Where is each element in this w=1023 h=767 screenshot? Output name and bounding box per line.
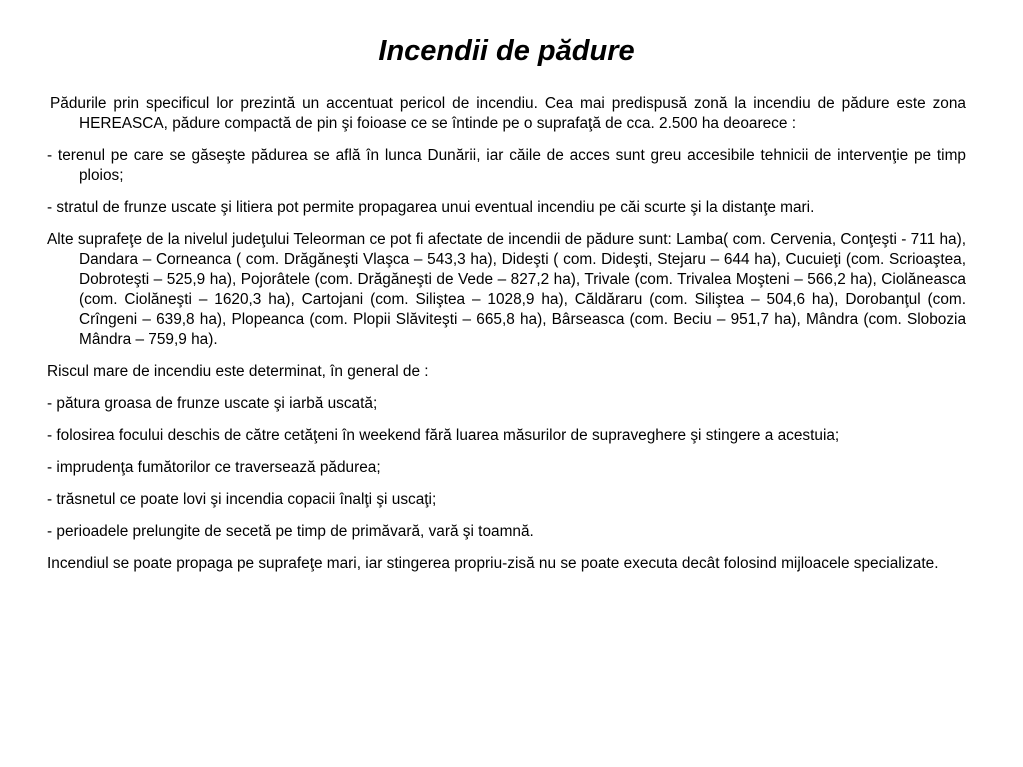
paragraph-reason-litter: - stratul de frunze uscate şi litiera pot permite propagarea unui eventual incendiu pe căi scurte şi la distanţe mari. — [47, 199, 815, 216]
paragraph-intro: Pădurile prin specificul lor prezintă un accentuat pericol de incendiu. Cea mai predispusă zonă la incendiu de pădure este zona HEREASCA, pădure compactă de pin şi foioase ce se întinde pe o suprafaţă de cca. 2.500 ha deoarece : — [50, 95, 966, 132]
paragraph-risk-fire-use: - folosirea focului deschis de către cetăţeni în weekend fără luarea măsurilor de supraveghere şi stingere a acestuia; — [47, 427, 840, 444]
paragraph-risk-drought: - perioadele prelungite de secetă pe timp de primăvară, vară şi toamnă. — [47, 523, 534, 540]
slide-body — [47, 94, 966, 574]
paragraph-conclusion: Incendiul se poate propaga pe suprafeţe mari, iar stingerea propriu-zisă nu se poate executa decât folosind mijloacele specializate. — [47, 555, 939, 572]
paragraph-other-areas: Alte suprafeţe de la nivelul judeţului Teleorman ce pot fi afectate de incendii de pădure sunt: Lamba( com. Cervenia, Conţeşti - 711 ha), Dandara – Corneanca ( com. Drăgăneşti Vlaşca – 543,3 ha), Dideşti ( com. Dideşti, Stejaru – 644 ha), Cucuieţi (com. Scrioaştea, Dobroteşti – 525,9 ha), Pojorâtele (com. Drăgăneşti de Vede – 827,2 ha), Trivale (com. Trivalea Moşteni – 566,2 ha), Ciolăneasca (com. Ciolăneşti – 1620,3 ha), Cartojani (com. Siliştea – 1028,9 ha), Căldăraru (com. Siliştea – 504,6 ha), Dorobanţul (com. Crîngeni – 639,8 ha), Plopeanca (com. Plopii Slăviteşti – 665,8 ha), Bârseasca (com. Beciu – 951,7 ha), Mândra (com. Slobozia Mândra – 759,9 ha). — [47, 231, 966, 348]
paragraph-risk-smokers: - imprudenţa fumătorilor ce traversează pădurea; — [47, 459, 381, 476]
page-title: Incendii de pădure — [378, 35, 635, 67]
paragraph-reason-terrain: - terenul pe care se găseşte pădurea se află în lunca Dunării, iar căile de acces sunt greu accesibile tehnicii de intervenţie pe timp ploios; — [47, 147, 966, 184]
paragraph-risk-intro: Riscul mare de incendiu este determinat, în general de : — [47, 363, 429, 380]
paragraph-risk-leaves: - pătura groasa de frunze uscate şi iarbă uscată; — [47, 395, 378, 412]
paragraph-risk-lightning: - trăsnetul ce poate lovi şi incendia copacii înalţi şi uscaţi; — [47, 491, 437, 508]
